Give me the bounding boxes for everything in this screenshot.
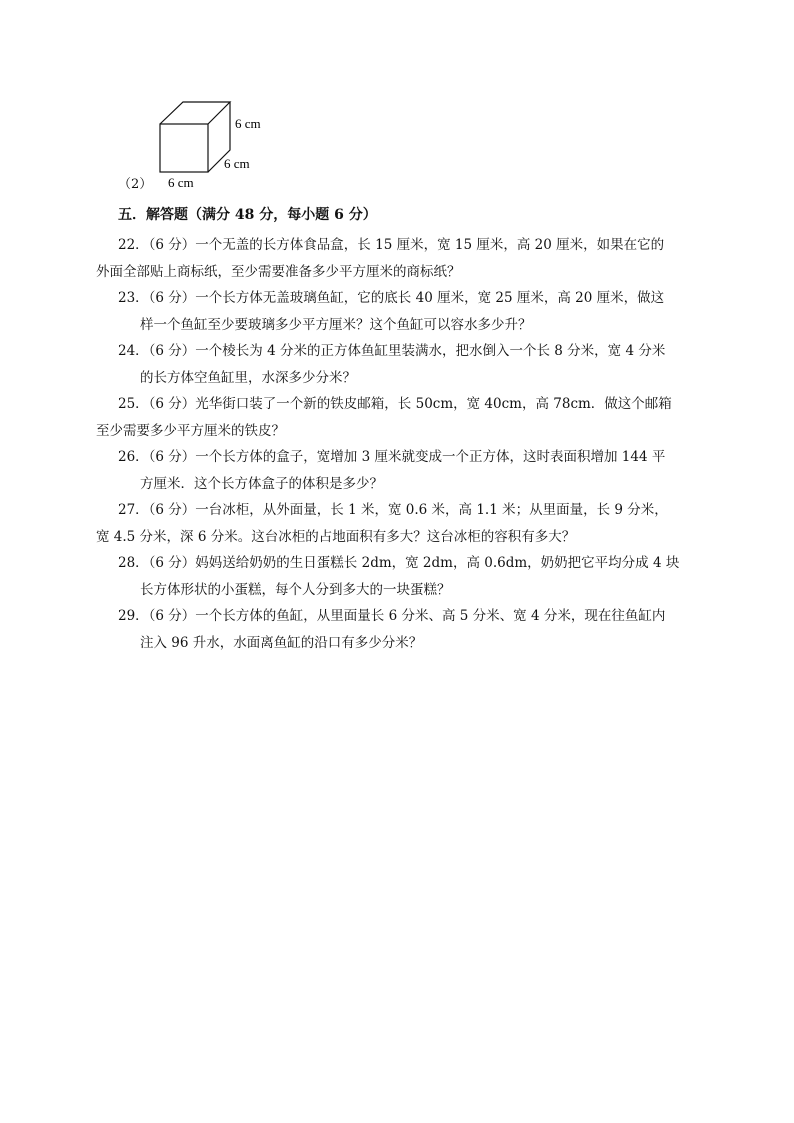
question-27 bbox=[96, 497, 678, 550]
question-28 bbox=[118, 550, 678, 603]
question-line: 22．（6 分）一个无盖的长方体食品盒，长 15 厘米，宽 15 厘米，高 20 厘米，如果在它的 bbox=[118, 237, 665, 253]
dim-depth-label: 6 cm bbox=[224, 156, 250, 171]
question-line: 25．（6 分）光华街口装了一个新的铁皮邮箱，长 50cm，宽 40cm，高 78cm．做这个邮箱 bbox=[118, 396, 672, 412]
dim-height-label: 6 cm bbox=[235, 116, 261, 131]
question-22 bbox=[96, 232, 678, 285]
question-24 bbox=[118, 338, 678, 391]
question-line: 29．（6 分）一个长方体的鱼缸，从里面量长 6 分米、高 5 分米、宽 4 分米，现在往鱼缸内 bbox=[118, 608, 666, 624]
section-heading: 五．解答题（满分 48 分，每小题 6 分） bbox=[118, 207, 377, 223]
question-line: 外面全部贴上商标纸，至少需要准备多少平方厘米的商标纸？ bbox=[96, 263, 461, 280]
cube-front-face bbox=[160, 124, 208, 172]
question-line: 长方体形状的小蛋糕，每个人分到多大的一块蛋糕？ bbox=[140, 581, 451, 598]
question-23 bbox=[118, 285, 678, 338]
question-line: 的长方体空鱼缸里，水深多少分米？ bbox=[140, 369, 356, 386]
question-line: 至少需要多少平方厘米的铁皮？ bbox=[96, 422, 285, 439]
question-line: 23．（6 分）一个长方体无盖玻璃鱼缸，它的底长 40 厘米，宽 25 厘米，高 20 厘米，做这 bbox=[118, 290, 665, 306]
question-line: 24．（6 分）一个棱长为 4 分米的正方体鱼缸里装满水，把水倒入一个长 8 分米，宽 4 分米 bbox=[118, 343, 666, 359]
question-line: 注入 96 升水，水面离鱼缸的沿口有多少分米？ bbox=[140, 634, 423, 651]
question-list bbox=[96, 232, 680, 656]
question-line: 28．（6 分）妈妈送给奶奶的生日蛋糕长 2dm，宽 2dm，高 0.6dm，奶奶把它平均分成 4 块 bbox=[118, 555, 680, 571]
question-29 bbox=[118, 603, 678, 656]
cube-top-face bbox=[160, 102, 230, 124]
question-25 bbox=[96, 391, 678, 444]
question-26 bbox=[118, 444, 678, 497]
question-line: 方厘米．这个长方体盒子的体积是多少？ bbox=[140, 475, 383, 492]
dim-width-label: 6 cm bbox=[168, 175, 194, 190]
question-line: 27．（6 分）一台冰柜，从外面量，长 1 米，宽 0.6 米，高 1.1 米；从里面量，长 9 分米， bbox=[118, 502, 668, 518]
question-line: 26．（6 分）一个长方体的盒子，宽增加 3 厘米就变成一个正方体，这时表面积增加 144 平 bbox=[118, 449, 666, 465]
question-line: 宽 4.5 分米，深 6 分米。这台冰柜的占地面积有多大？这台冰柜的容积有多大？ bbox=[96, 528, 576, 545]
question-line: 样一个鱼缸至少要玻璃多少平方厘米？这个鱼缸可以容水多少升？ bbox=[140, 316, 532, 333]
figure-number-label: （2） bbox=[118, 177, 153, 192]
